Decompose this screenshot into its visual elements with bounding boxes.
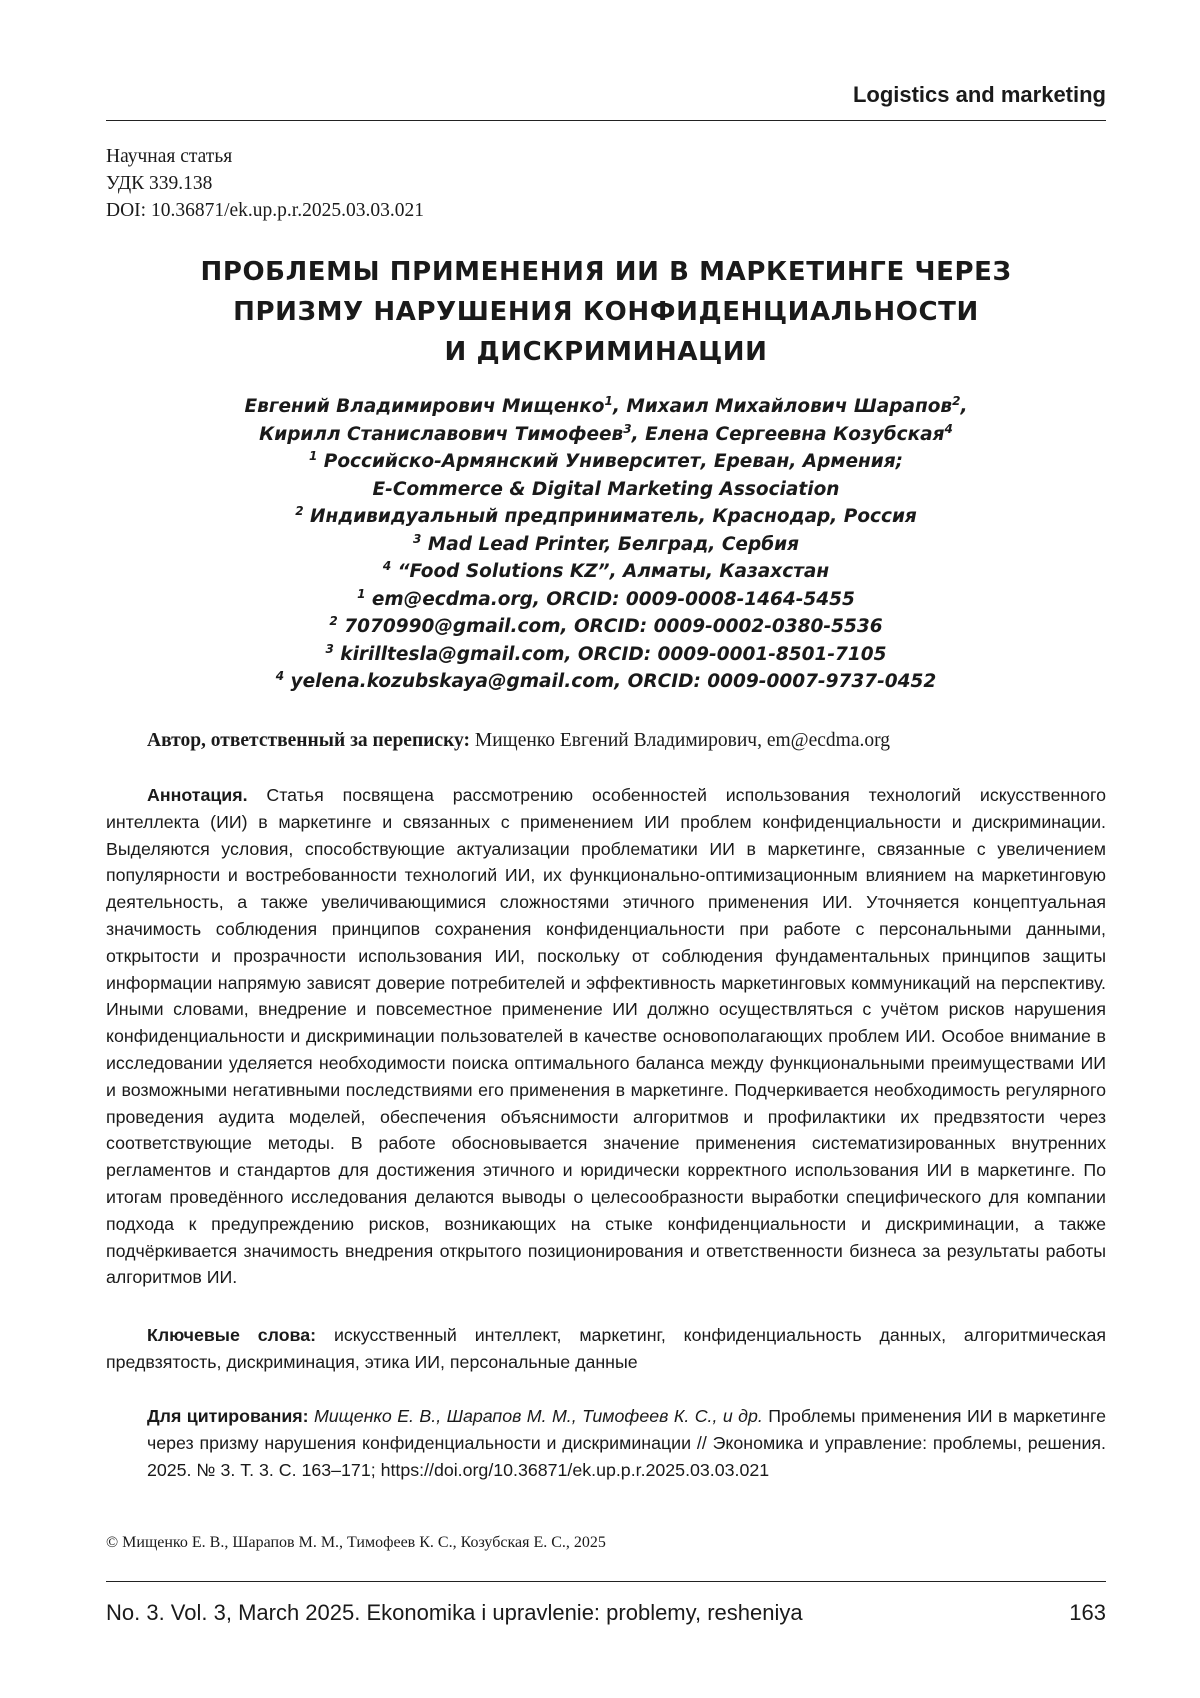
title-line: ПРИЗМУ НАРУШЕНИЯ КОНФИДЕНЦИАЛЬНОСТИ xyxy=(106,292,1106,332)
footer-rule xyxy=(106,1581,1106,1582)
affiliation-marker: 4 xyxy=(276,669,284,683)
contact-1 xyxy=(106,586,1106,614)
separator: , xyxy=(632,424,645,445)
affiliation-marker: 2 xyxy=(295,504,303,518)
citation-label: Для цитирования: xyxy=(147,1406,309,1426)
citation xyxy=(147,1403,1106,1483)
article-type: Научная статья xyxy=(106,143,424,170)
contact-4 xyxy=(106,668,1106,696)
separator: , xyxy=(613,396,626,417)
affiliation-marker: 4 xyxy=(383,559,391,573)
keywords xyxy=(106,1322,1106,1376)
article-page xyxy=(0,0,1200,1698)
article-meta xyxy=(106,143,424,224)
abstract xyxy=(106,782,1106,1291)
citation-text: Проблемы применения ИИ в маркетинге через призму нарушения конфиденциальности и дискриминации // Экономика и управление: проблемы, решения. 2025. № 3. Т. 3. С. 163–171; https://doi.org/10.36871/ek.up.p.r.2025.03.03.021 xyxy=(147,1406,1106,1480)
affiliation-marker: 2 xyxy=(329,614,337,628)
author-block xyxy=(106,393,1106,696)
copyright-notice: © Мищенко Е. В., Шарапов М. М., Тимофеев К. С., Козубская Е. С., 2025 xyxy=(106,1534,606,1552)
page-number: 163 xyxy=(1069,1600,1106,1626)
affiliation-text: “Food Solutions KZ”, Алматы, Казахстан xyxy=(398,561,830,582)
affiliation-2 xyxy=(106,503,1106,531)
title-line: И ДИСКРИМИНАЦИИ xyxy=(106,332,1106,372)
affiliation-marker: 3 xyxy=(623,422,631,436)
correspondence-value: Мищенко Евгений Владимирович, em@ecdma.org xyxy=(470,730,890,751)
abstract-text: Статья посвящена рассмотрению особенностей использования технологий искусственного интеллекта (ИИ) в маркетинге и связанных с применением ИИ проблем конфиденциальности и дискриминации. Выделяются условия, способствующие актуализации проблематики ИИ в маркетинге, связанные с увеличением популярности и востребованности технологий ИИ, их функционально-оптимизационным влиянием на маркетинговую деятельность, а также увеличивающимися сложностями этичного применения ИИ. Уточняется концептуальная значимость соблюдения принципов сохранения конфиденциальности при работе с персональными данными, открытости и прозрачности использования ИИ, поскольку от соблюдения фундаментальных принципов защиты информации напрямую зависят доверие потребителей и эффективность маркетинговых коммуникаций на перспективу. Иными словами, внедрение и повсеместное применение ИИ должно осуществляться с учётом рисков нарушения конфиденциальности и дискриминации пользователей в качестве основополагающих проблем ИИ. Особое внимание в исследовании уделяется необходимости поиска оптимального баланса между функциональными преимуществами ИИ и возможными негативными последствиями его применения в маркетинге. Подчеркивается необходимость регулярного проведения аудита моделей, обеспечения объяснимости алгоритмов и профилактики их предвзятости через соответствующие методы. В работе обосновывается значение применения систематизированных внутренних регламентов и стандартов для достижения этичного и юридически корректного использования ИИ в маркетинге. По итогам проведённого исследования делаются выводы о целесообразности выработки специфического для компании подхода к предупреждению рисков, возникающих на стыке конфиденциальности и дискриминации, а также подчёркивается значимость внедрения открытого позиционирования и ответственности бизнеса за результаты работы алгоритмов ИИ. xyxy=(106,785,1106,1287)
affiliation-marker: 1 xyxy=(604,394,612,408)
author-name: Евгений Владимирович Мищенко xyxy=(244,396,604,417)
affiliation-1b xyxy=(106,476,1106,504)
authors-line-1: Евгений Владимирович Мищенко1, Михаил Михайлович Шарапов2, xyxy=(106,393,1106,421)
title-line: ПРОБЛЕМЫ ПРИМЕНЕНИЯ ИИ В МАРКЕТИНГЕ ЧЕРЕЗ xyxy=(106,252,1106,292)
contact-text: 7070990@gmail.com, ORCID: 0009-0002-0380-5536 xyxy=(344,616,882,637)
abstract-label: Аннотация. xyxy=(147,785,248,805)
affiliation-marker: 3 xyxy=(413,532,421,546)
journal-footer: No. 3. Vol. 3, March 2025. Ekonomika i upravlenie: problemy, resheniya xyxy=(106,1600,803,1626)
keywords-label: Ключевые слова: xyxy=(147,1325,316,1345)
udc-code: УДК 339.138 xyxy=(106,170,424,197)
affiliation-marker: 2 xyxy=(952,394,960,408)
affiliation-4 xyxy=(106,558,1106,586)
keywords-text: искусственный интеллект, маркетинг, конфиденциальность данных, алгоритмическая предвзятость, дискриминация, этика ИИ, персональные данные xyxy=(106,1325,1106,1372)
correspondence-label: Автор, ответственный за переписку: xyxy=(147,730,470,751)
affiliation-text: E-Commerce & Digital Marketing Association xyxy=(373,479,840,500)
running-head: Logistics and marketing xyxy=(106,82,1106,108)
author-name: Кирилл Станиславович Тимофеев xyxy=(259,424,623,445)
affiliation-text: Российско-Армянский Университет, Ереван, Армения; xyxy=(324,451,903,472)
contact-3 xyxy=(106,641,1106,669)
affiliation-marker: 4 xyxy=(945,422,953,436)
affiliation-3 xyxy=(106,531,1106,559)
affiliation-text: Индивидуальный предприниматель, Краснодар, Россия xyxy=(310,506,917,527)
affiliation-marker: 3 xyxy=(325,642,333,656)
affiliation-text: Mad Lead Printer, Белград, Сербия xyxy=(428,534,799,555)
author-name: Михаил Михайлович Шарапов xyxy=(626,396,952,417)
header-rule xyxy=(106,120,1106,121)
contact-text: yelena.kozubskaya@gmail.com, ORCID: 0009-0007-9737-0452 xyxy=(291,671,937,692)
author-name: Елена Сергеевна Козубская xyxy=(645,424,944,445)
correspondence-line xyxy=(147,730,890,752)
citation-authors: Мищенко Е. В., Шарапов М. М., Тимофеев К. С., и др. xyxy=(309,1406,763,1426)
contact-text: kirilltesla@gmail.com, ORCID: 0009-0001-8501-7105 xyxy=(340,644,886,665)
affiliation-marker: 1 xyxy=(357,587,365,601)
affiliation-1 xyxy=(106,448,1106,476)
affiliation-marker: 1 xyxy=(309,449,317,463)
contact-2 xyxy=(106,613,1106,641)
contact-text: em@ecdma.org, ORCID: 0009-0008-1464-5455 xyxy=(372,589,855,610)
doi: DOI: 10.36871/ek.up.p.r.2025.03.03.021 xyxy=(106,197,424,224)
authors-line-2 xyxy=(106,421,1106,449)
article-title xyxy=(106,252,1106,372)
